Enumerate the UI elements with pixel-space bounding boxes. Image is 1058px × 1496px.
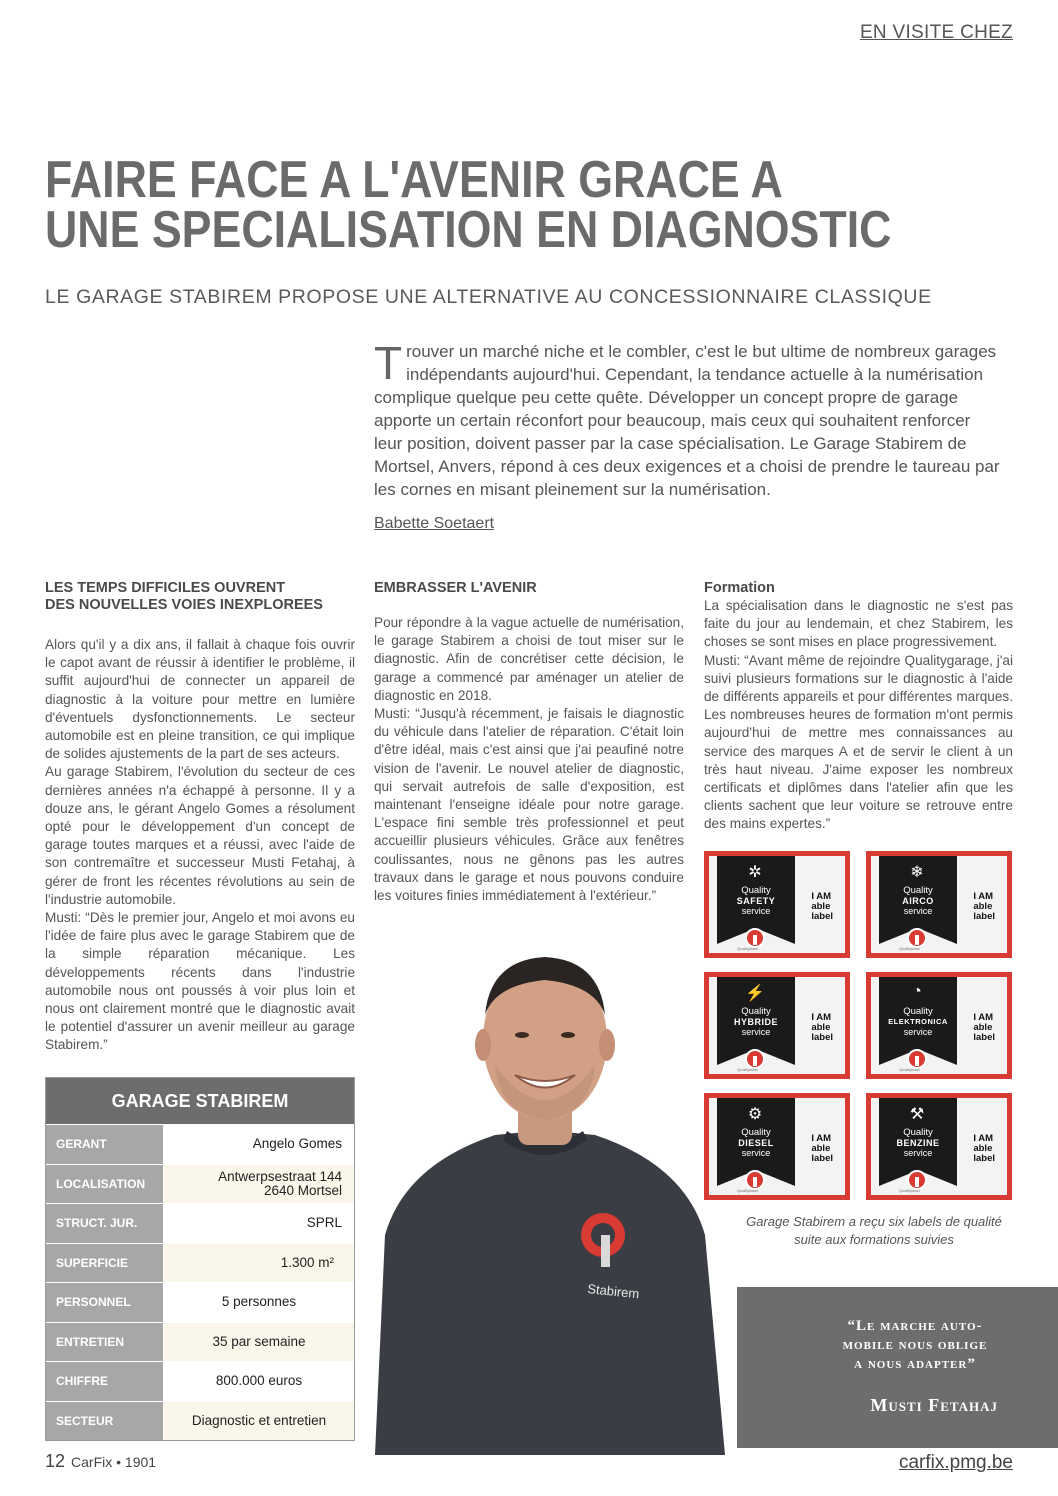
col3-paragraph-1: La spécialisation dans le diagnostic ne s'est pas faite du jour au lendemain, et chez Stabirem, les choses se sont mises en place progressivement. <box>704 598 1013 650</box>
fact-value: 1.300 m² <box>164 1244 354 1283</box>
snowflake-icon: ❄ <box>910 864 924 881</box>
label-line-1: Quality <box>903 1006 933 1017</box>
spark-plug-icon: ⚒ <box>909 1106 925 1123</box>
col1-heading <box>45 580 355 614</box>
fact-row-entretien <box>46 1322 354 1362</box>
q-logo-icon <box>907 928 927 948</box>
fact-label: SUPERFICIE <box>46 1244 164 1283</box>
intro-text: rouver un marché niche et le combler, c'est le but ultime de nombreux garages indépendants aujourd'hui. Cependant, la tendance actuelle à la numérisation complique quelque peu cette quête. Développer un concept propre de garage apporte un certain réconfort pour beaucoup, mais ceux qui souhaitent renforcer leur position, doivent passer par la case spécialisation. Le Garage Stabirem de Mortsel, Anvers, répond à ces deux exigences et a choisi de prendre le taureau par les cornes en misant pleinement sur la numérisation. <box>374 342 1000 499</box>
fact-row-structure <box>46 1203 354 1243</box>
fact-label: PERSONNEL <box>46 1283 164 1322</box>
page-number: 12 <box>45 1451 66 1471</box>
fact-label: STRUCT. JUR. <box>46 1204 164 1243</box>
column-2 <box>374 580 684 905</box>
label-line-2: DIESEL <box>738 1138 774 1148</box>
section-tag: EN VISITE CHEZ <box>859 22 1013 43</box>
fact-value: 5 personnes <box>164 1283 354 1322</box>
left-eye <box>515 1032 529 1038</box>
label-line-2: SAFETY <box>736 896 776 906</box>
right-ear <box>599 1029 615 1061</box>
fact-value-line-1: Antwerpsestraat 144 <box>218 1168 342 1184</box>
intro-paragraph <box>374 337 1002 501</box>
label-line-3: service <box>903 906 933 916</box>
col2-heading: EMBRASSER L'AVENIR <box>374 580 537 596</box>
caption-line-1: Garage Stabirem a reçu six labels de qualité <box>746 1214 1002 1229</box>
fact-label: GERANT <box>46 1125 164 1164</box>
column-3 <box>704 580 1013 834</box>
fact-box <box>45 1077 355 1441</box>
engine-icon: ⚙ <box>747 1106 763 1123</box>
fact-box-title: GARAGE STABIREM <box>46 1078 354 1124</box>
plug-icon: ⚡ <box>745 985 765 1002</box>
label-line-1: Quality <box>741 1006 771 1017</box>
website-link[interactable]: carfix.pmg.be <box>898 1452 1013 1473</box>
fact-value: Angelo Gomes <box>164 1125 354 1164</box>
quality-label-hybride: ⚡ Quality HYBRIDE service I AM able label Qualitylabel <box>704 972 850 1079</box>
col1-heading-line-1: LES TEMPS DIFFICILES OUVRENT <box>45 580 286 596</box>
caption-line-2: suite aux formations suivies <box>794 1232 954 1247</box>
sweater-body <box>375 1130 725 1455</box>
q-logo-icon <box>907 1049 927 1069</box>
fact-row-superficie <box>46 1243 354 1283</box>
quality-label-safety: ✲ Quality SAFETY service I AM able label Qualitylabel <box>704 851 850 958</box>
fact-row-personnel <box>46 1282 354 1322</box>
left-ear <box>475 1029 491 1061</box>
q-logo-icon <box>745 1170 765 1190</box>
label-line-3: service <box>903 1027 933 1037</box>
label-line-2: BENZINE <box>896 1138 940 1148</box>
label-line-3: service <box>741 1027 771 1037</box>
byline[interactable]: Babette Soetaert <box>374 515 495 532</box>
tire-icon: ✲ <box>748 864 762 881</box>
headline-line-1: FAIRE FACE A L'AVENIR GRACE A <box>45 151 783 209</box>
gauge-icon: ◔ <box>912 983 922 1000</box>
fact-row-secteur <box>46 1401 354 1441</box>
q-logo-icon <box>907 1170 927 1190</box>
right-eye <box>561 1032 575 1038</box>
label-line-2: HYBRIDE <box>733 1017 778 1027</box>
fact-value: 35 par semaine <box>164 1323 354 1362</box>
pull-quote-author: Musti Fetahaj <box>870 1395 998 1415</box>
page-footer-left <box>45 1451 156 1472</box>
quality-label-elektronica: ◔ Quality ELEKTRONICA service I AM able label Qualitylabel <box>866 972 1012 1079</box>
logo-bar <box>601 1235 610 1267</box>
col3-paragraph-2: Musti: “Avant même de rejoindre Qualitygarage, j'ai suivi plusieurs formations sur le diagnostic à l'aide de différents appareils et pour différentes marques. Les nombreuses heures de formation m'ont permis aujourd'hui de mettre mes connaissances au service des marques A et de servir le client à un très haut niveau. J'aime exposer les nombreux certificats et diplômes dans l'atelier afin que les clients sachent que leur voiture se retrouve entre des mains expertes.” <box>704 652 1013 832</box>
fact-row-chiffre <box>46 1361 354 1401</box>
label-line-2: AIRCO <box>902 896 934 906</box>
col2-paragraph-2: Musti: “Jusqu'à récemment, je faisais le diagnostic du véhicule dans l'atelier de réparation. C'était loin d'être idéal, mais c'est ainsi que j'ai peaufiné notre vision de l'avenir. Le nouvel atelier de diagnostic, qui servait autrefois de salle d'exposition, est maintenant l'enseigne idéale pour notre garage. L'espace fini semble très professionnel et peut accueillir plusieurs véhicules. Grâce aux fenêtres coulissantes, nous ne gênons pas les autres travaux dans le garage et nous pouvons conduire les voitures finies immédiatement à l'extérieur.” <box>374 706 684 904</box>
headline <box>45 151 892 259</box>
label-line-1: Quality <box>741 1127 771 1138</box>
label-line-3: service <box>903 1148 933 1158</box>
q-logo-icon <box>745 928 765 948</box>
quality-label-benzine: ⚒ Quality BENZINE service I AM able label Qualitylabel <box>866 1093 1012 1200</box>
fact-row-localisation <box>46 1164 354 1204</box>
publication-name: CarFix • 1901 <box>71 1454 157 1470</box>
label-line-1: Quality <box>741 885 771 896</box>
fact-label: LOCALISATION <box>46 1165 164 1204</box>
quote-line-3: a nous adapter” <box>854 1356 976 1372</box>
subheadline: LE GARAGE STABIREM PROPOSE UNE ALTERNATIVE AU CONCESSIONNAIRE CLASSIQUE <box>45 286 932 308</box>
quality-label-airco: ❄ Quality AIRCO service I AM able label Qualitylabel <box>866 851 1012 958</box>
label-line-3: service <box>741 906 771 916</box>
fact-label: ENTRETIEN <box>46 1323 164 1362</box>
fact-label: SECTEUR <box>46 1402 164 1441</box>
col3-heading: Formation <box>704 580 775 596</box>
col1-paragraph-3: Musti: “Dès le premier jour, Angelo et moi avons eu l'idée de faire plus avec le garage Stabirem que de la simple réparation mécanique. Les développements récents dans l'industrie automobile nous ont poussés à voir plus loin et nous ont clairement montré que le diagnostic avait le potentiel d'assurer un avenir meilleur au garage Stabirem.” <box>45 910 355 1053</box>
label-line-3: service <box>741 1148 771 1158</box>
column-1 <box>45 580 355 1055</box>
col2-paragraph-1: Pour répondre à la vague actuelle de numérisation, le garage Stabirem a choisi de tout miser sur le diagnostic. Afin de concrétiser cette décision, le garage a commencé par aménager un atelier de diagnostic en 2018. <box>374 615 684 703</box>
fact-value: 800.000 euros <box>164 1362 354 1401</box>
quality-label-diesel: ⚙ Quality DIESEL service I AM able label Qualitylabel <box>704 1093 850 1200</box>
quote-line-1: “Le marche auto- <box>847 1318 983 1334</box>
label-line-1: Quality <box>903 885 933 896</box>
intro-dropcap: T <box>374 337 403 389</box>
portrait-photo <box>355 935 735 1455</box>
shirt-brand-text: Stabirem <box>586 1281 641 1302</box>
fact-value <box>164 1165 354 1204</box>
labels-caption <box>735 1213 1013 1249</box>
quote-line-2: mobile nous oblige <box>842 1337 988 1353</box>
pull-quote-text <box>820 1317 1010 1374</box>
label-line-2: ELEKTRONICA <box>888 1017 948 1026</box>
fact-row-gerant <box>46 1124 354 1164</box>
headline-line-2: UNE SPECIALISATION EN DIAGNOSTIC <box>45 201 892 259</box>
label-line-1: Quality <box>903 1127 933 1138</box>
q-logo-icon <box>745 1049 765 1069</box>
fact-value-line-2: 2640 Mortsel <box>263 1182 342 1198</box>
col1-paragraph-2: Au garage Stabirem, l'évolution du secteur de ces dernières années n'a échappé à personne. Il y a douze ans, le gérant Angelo Gomes a résolument opté pour le développement d'un concept de garage toutes marques et a réussi, avec l'aide de son contremaître et successeur Musti Fetahaj, à gérer de front les récentes révolutions au sein de l'industrie automobile. <box>45 764 355 907</box>
fact-value: SPRL <box>164 1204 354 1243</box>
pull-quote <box>737 1287 1058 1448</box>
col1-heading-line-2: DES NOUVELLES VOIES INEXPLOREES <box>45 597 323 613</box>
fact-value: Diagnostic et entretien <box>164 1402 354 1441</box>
col1-paragraph-1: Alors qu'il y a dix ans, il fallait à chaque fois ouvrir le capot avant de réussir à identifier le problème, il suffit aujourd'hui de connecter un appareil de diagnostic à la voiture pour mettre en lumière d'éventuels dysfonctionnements. Le secteur automobile est en pleine transition, ce qui implique de solides ajustements de la part de ses acteurs. <box>45 637 355 762</box>
fact-label: CHIFFRE <box>46 1362 164 1401</box>
